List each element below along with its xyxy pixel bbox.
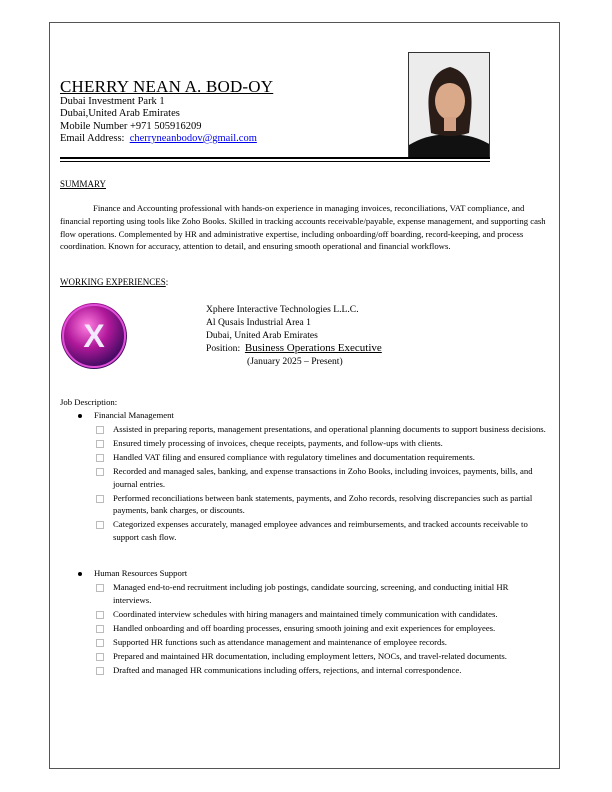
- candidate-name: CHERRY NEAN A. BOD-OY: [60, 77, 274, 96]
- summary-text: Finance and Accounting professional with hands-on experience in managing invoices, reconciliations, VAT compliance, and financial reporting using tools like Zoho Books. Skilled in tracking accounts receivable/payable, expense management, and supporting cash flow operations. Complemented by HR and administrative expertise, including onboarding/off boarding, record-keeping, and process coordination. Known for accuracy, attention to detail, and ensuring smooth operational and financial workflows.: [60, 203, 546, 252]
- checkbox-bullet-icon: [96, 584, 104, 592]
- list-item: Handled VAT filing and ensured compliance with regulatory timelines and documentation requirements.: [96, 451, 546, 464]
- checkbox-bullet-icon: [96, 625, 104, 633]
- email-label: Email Address:: [60, 132, 125, 144]
- checkbox-bullet-icon: [96, 667, 104, 675]
- list-item: Managed end-to-end recruitment including job postings, candidate sourcing, screening, and conducting initial HR interviews.: [96, 581, 546, 606]
- company-block: [206, 303, 382, 368]
- checkbox-bullet-icon: [96, 454, 104, 462]
- bullet-icon: [78, 572, 82, 576]
- list-item: Categorized expenses accurately, managed employee advances and reimbursements, and tracked accounts receivable to support cash flow.: [96, 518, 546, 543]
- category-title: Human Resources Support: [94, 568, 188, 578]
- company-name: Xphere Interactive Technologies L.L.C.: [206, 304, 359, 315]
- bullet-icon: [78, 414, 82, 418]
- checkbox-bullet-icon: [96, 639, 104, 647]
- list-item: Supported HR functions such as attendance management and maintenance of employee records.: [96, 636, 546, 649]
- checkbox-bullet-icon: [96, 521, 104, 529]
- checkbox-bullet-icon: [96, 426, 104, 434]
- checkbox-bullet-icon: [96, 440, 104, 448]
- company-location-2: Dubai, United Arab Emirates: [206, 330, 318, 341]
- checkbox-bullet-icon: [96, 611, 104, 619]
- job-description-label: Job Description:: [60, 397, 118, 407]
- profile-photo: [408, 52, 490, 159]
- list-item: Prepared and maintained HR documentation, including employment letters, NOCs, and travel-related documents.: [96, 650, 546, 663]
- email-link[interactable]: cherryneanbodov@gmail.com: [129, 132, 257, 144]
- experience-heading: WORKING EXPERIENCES: [60, 277, 166, 287]
- list-item: Handled onboarding and off boarding processes, ensuring smooth joining and exit experiences for employees.: [96, 622, 546, 635]
- employment-dates: (January 2025 – Present): [247, 356, 343, 367]
- logo-x: X: [83, 318, 105, 354]
- heading-colon: :: [165, 277, 169, 287]
- position-label: Position:: [206, 343, 241, 354]
- contact-block: [60, 96, 257, 145]
- checkbox-bullet-icon: [96, 495, 104, 503]
- header-divider: [60, 157, 490, 159]
- header-divider-thin: [60, 161, 490, 162]
- address-line-1: Dubai Investment Park 1: [60, 96, 165, 107]
- list-item: Assisted in preparing reports, management presentations, and operational planning documents to support business decisions.: [96, 423, 546, 436]
- experience-heading-row: [60, 277, 168, 287]
- company-location-1: Al Qusais Industrial Area 1: [206, 317, 311, 328]
- financial-duties-list: [96, 423, 546, 545]
- category-hr: [78, 568, 187, 578]
- list-item: Performed reconciliations between bank statements, payments, and Zoho records, resolving discrepancies such as partial payments, bank charges, or discounts.: [96, 492, 546, 517]
- list-item: Recorded and managed sales, banking, and expense transactions in Zoho Books, including invoices, payments, bills, and journal entries.: [96, 465, 546, 490]
- summary-heading: SUMMARY: [60, 179, 107, 189]
- list-item: Drafted and managed HR communications including offers, rejections, and internal correspondence.: [96, 664, 546, 677]
- mobile-number: Mobile Number +971 505916209: [60, 120, 202, 132]
- address-line-2: Dubai,United Arab Emirates: [60, 108, 180, 120]
- list-item: Ensured timely processing of invoices, cheque receipts, payments, and follow-ups with clients.: [96, 437, 546, 450]
- category-title: Financial Management: [94, 410, 174, 420]
- checkbox-bullet-icon: [96, 468, 104, 476]
- list-item: Coordinated interview schedules with hiring managers and maintained timely communication with candidates.: [96, 608, 546, 621]
- company-logo: [60, 302, 128, 375]
- position-title: Business Operations Executive: [244, 342, 382, 354]
- hr-duties-list: [96, 581, 546, 678]
- category-financial: [78, 410, 174, 420]
- checkbox-bullet-icon: [96, 653, 104, 661]
